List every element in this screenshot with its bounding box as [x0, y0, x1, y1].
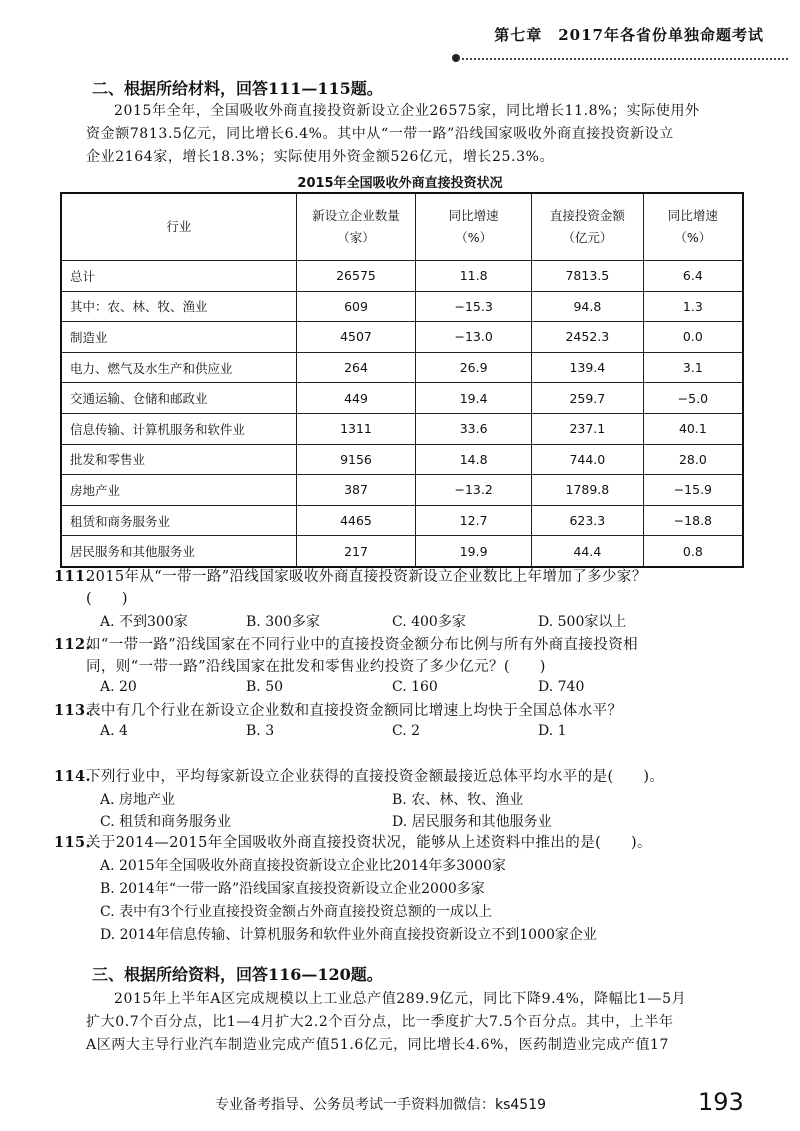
section-2-paragraph [86, 100, 726, 169]
para-line: 2015年全年，全国吸收外商直接投资新设立企业26575家，同比增长11.8%；实际使用外 [114, 103, 700, 119]
section-2-title: 二、根据所给材料，回答111—115题。 [92, 79, 383, 98]
header-firm-growth: 同比增速 （%） [416, 193, 532, 261]
table-row [61, 291, 743, 322]
question-text: ( ) [86, 591, 128, 607]
table-row [61, 536, 743, 567]
table-header-row [61, 193, 743, 261]
value-cell: 0.8 [643, 536, 743, 567]
value-cell: 264 [296, 352, 416, 383]
question-number: 113. [54, 702, 91, 719]
header-industry: 行业 [61, 193, 296, 261]
section-3-paragraph [86, 988, 726, 1057]
question-text: 115.关于2014—2015年全国吸收外商直接投资状况，能够从上述资料中推出的是( )。 [86, 832, 746, 854]
industry-cell: 租赁和商务服务业 [61, 505, 296, 536]
value-cell: 33.6 [416, 413, 532, 444]
table-row [61, 505, 743, 536]
option-b[interactable]: B. 50 [246, 679, 284, 695]
industry-cell: 批发和零售业 [61, 444, 296, 475]
option-d[interactable]: D. 2014年信息传输、计算机服务和软件业外商直接投资新设立不到1000家企业 [100, 927, 597, 943]
value-cell: 40.1 [643, 413, 743, 444]
value-cell: 3.1 [643, 352, 743, 383]
question-115 [54, 832, 746, 854]
value-cell: 14.8 [416, 444, 532, 475]
value-cell: 19.4 [416, 383, 532, 414]
value-cell: 259.7 [532, 383, 644, 414]
value-cell: 19.9 [416, 536, 532, 567]
industry-cell: 其中：农、林、牧、渔业 [61, 291, 296, 322]
value-cell: 237.1 [532, 413, 644, 444]
option-a[interactable]: A. 不到300家 [100, 614, 188, 630]
value-cell: 1311 [296, 413, 416, 444]
header-new-firms: 新设立企业数量 （家） [296, 193, 416, 261]
page-header [0, 0, 800, 70]
table-row [61, 383, 743, 414]
option-c[interactable]: C. 160 [392, 679, 438, 695]
table-caption: 2015年全国吸收外商直接投资状况 [297, 176, 503, 191]
question-text: 114.下列行业中，平均每家新设立企业获得的直接投资金额最接近总体平均水平的是( )。 [86, 766, 746, 788]
para-line: A区两大主导行业汽车制造业完成产值51.6亿元，同比增长4.6%，医药制造业完成产值17 [86, 1037, 670, 1053]
question-113 [54, 700, 746, 722]
option-b[interactable]: B. 2014年“一带一路”沿线国家直接投资新设立企业2000多家 [100, 881, 485, 897]
value-cell: 1.3 [643, 291, 743, 322]
option-b[interactable]: B. 农、林、牧、渔业 [392, 792, 524, 808]
table-row [61, 444, 743, 475]
para-line: 企业2164家，增长18.3%；实际使用外资金额526亿元，增长25.3%。 [86, 149, 555, 165]
option-d[interactable]: D. 740 [538, 679, 585, 695]
question-text: 113.表中有几个行业在新设立企业数和直接投资金额同比增速上均快于全国总体水平？ [86, 700, 746, 722]
value-cell: 609 [296, 291, 416, 322]
value-cell: 623.3 [532, 505, 644, 536]
option-d[interactable]: D. 居民服务和其他服务业 [392, 814, 552, 830]
option-b[interactable]: B. 3 [246, 723, 275, 739]
option-c[interactable]: C. 表中有3个行业直接投资金额占外商直接投资总额的一成以上 [100, 904, 493, 920]
question-text: 同，则“一带一路”沿线国家在批发和零售业约投资了多少亿元？( ) [86, 659, 546, 675]
question-text: 112.如“一带一路”沿线国家在不同行业中的直接投资金额分布比例与所有外商直接投资相 [86, 634, 746, 656]
value-cell: 217 [296, 536, 416, 567]
value-cell: 1789.8 [532, 475, 644, 506]
value-cell: 0.0 [643, 322, 743, 353]
para-line: 2015年上半年A区完成规模以上工业总产值289.9亿元，同比下降9.4%，降幅比1—5月 [114, 991, 687, 1007]
value-cell: 26575 [296, 261, 416, 292]
value-cell: 449 [296, 383, 416, 414]
option-c[interactable]: C. 2 [392, 723, 421, 739]
value-cell: 12.7 [416, 505, 532, 536]
value-cell: 387 [296, 475, 416, 506]
question-number: 111. [54, 568, 91, 585]
value-cell: 7813.5 [532, 261, 644, 292]
value-cell: −13.0 [416, 322, 532, 353]
value-cell: −18.8 [643, 505, 743, 536]
page-number: 193 [698, 1088, 744, 1116]
value-cell: 744.0 [532, 444, 644, 475]
question-number: 114. [54, 768, 91, 785]
option-a[interactable]: A. 2015年全国吸收外商直接投资新设立企业比2014年多3000家 [100, 858, 506, 874]
question-number: 115. [54, 834, 91, 851]
header-investment-growth: 同比增速 （%） [643, 193, 743, 261]
value-cell: −13.2 [416, 475, 532, 506]
industry-cell: 制造业 [61, 322, 296, 353]
table-row [61, 413, 743, 444]
question-text: 111.2015年从“一带一路”沿线国家吸收外商直接投资新设立企业数比上年增加了多少家？ [86, 566, 746, 588]
question-112 [54, 634, 746, 678]
industry-cell: 房地产业 [61, 475, 296, 506]
option-d[interactable]: D. 1 [538, 723, 567, 739]
option-a[interactable]: A. 房地产业 [100, 792, 176, 808]
value-cell: 44.4 [532, 536, 644, 567]
option-a[interactable]: A. 4 [100, 723, 128, 739]
option-a[interactable]: A. 20 [100, 679, 137, 695]
value-cell: −15.3 [416, 291, 532, 322]
value-cell: −15.9 [643, 475, 743, 506]
value-cell: 4465 [296, 505, 416, 536]
industry-cell: 交通运输、仓储和邮政业 [61, 383, 296, 414]
table-row [61, 475, 743, 506]
header-dotted-rule [458, 58, 788, 60]
footer-text: 专业备考指导、公务员考试一手资料加微信：ks4519 [215, 1097, 547, 1113]
value-cell: 2452.3 [532, 322, 644, 353]
question-111 [54, 566, 746, 610]
value-cell: 94.8 [532, 291, 644, 322]
section-3-title: 三、根据所给资料，回答116—120题。 [92, 965, 383, 984]
industry-cell: 居民服务和其他服务业 [61, 536, 296, 567]
value-cell: 26.9 [416, 352, 532, 383]
para-line: 扩大0.7个百分点，比1—4月扩大2.2个百分点，比一季度扩大7.5个百分点。其中，上半年 [86, 1014, 674, 1030]
industry-cell: 信息传输、计算机服务和软件业 [61, 413, 296, 444]
option-c[interactable]: C. 400多家 [392, 614, 466, 630]
value-cell: 11.8 [416, 261, 532, 292]
chapter-header: 第七章 2017年各省份单独命题考试 [494, 26, 764, 44]
question-114 [54, 766, 746, 788]
option-b[interactable]: B. 300多家 [246, 614, 320, 630]
value-cell: 9156 [296, 444, 416, 475]
table-row [61, 261, 743, 292]
table-row [61, 322, 743, 353]
option-c[interactable]: C. 租赁和商务服务业 [100, 814, 232, 830]
para-line: 资金额7813.5亿元，同比增长6.4%。其中从“一带一路”沿线国家吸收外商直接投资新设立 [86, 126, 674, 142]
value-cell: 139.4 [532, 352, 644, 383]
option-d[interactable]: D. 500家以上 [538, 614, 627, 630]
value-cell: 4507 [296, 322, 416, 353]
value-cell: 6.4 [643, 261, 743, 292]
header-investment: 直接投资金额 （亿元） [532, 193, 644, 261]
value-cell: −5.0 [643, 383, 743, 414]
table-row [61, 352, 743, 383]
industry-cell: 总计 [61, 261, 296, 292]
value-cell: 28.0 [643, 444, 743, 475]
industry-cell: 电力、燃气及水生产和供应业 [61, 352, 296, 383]
question-number: 112. [54, 636, 91, 653]
investment-table [60, 192, 744, 568]
